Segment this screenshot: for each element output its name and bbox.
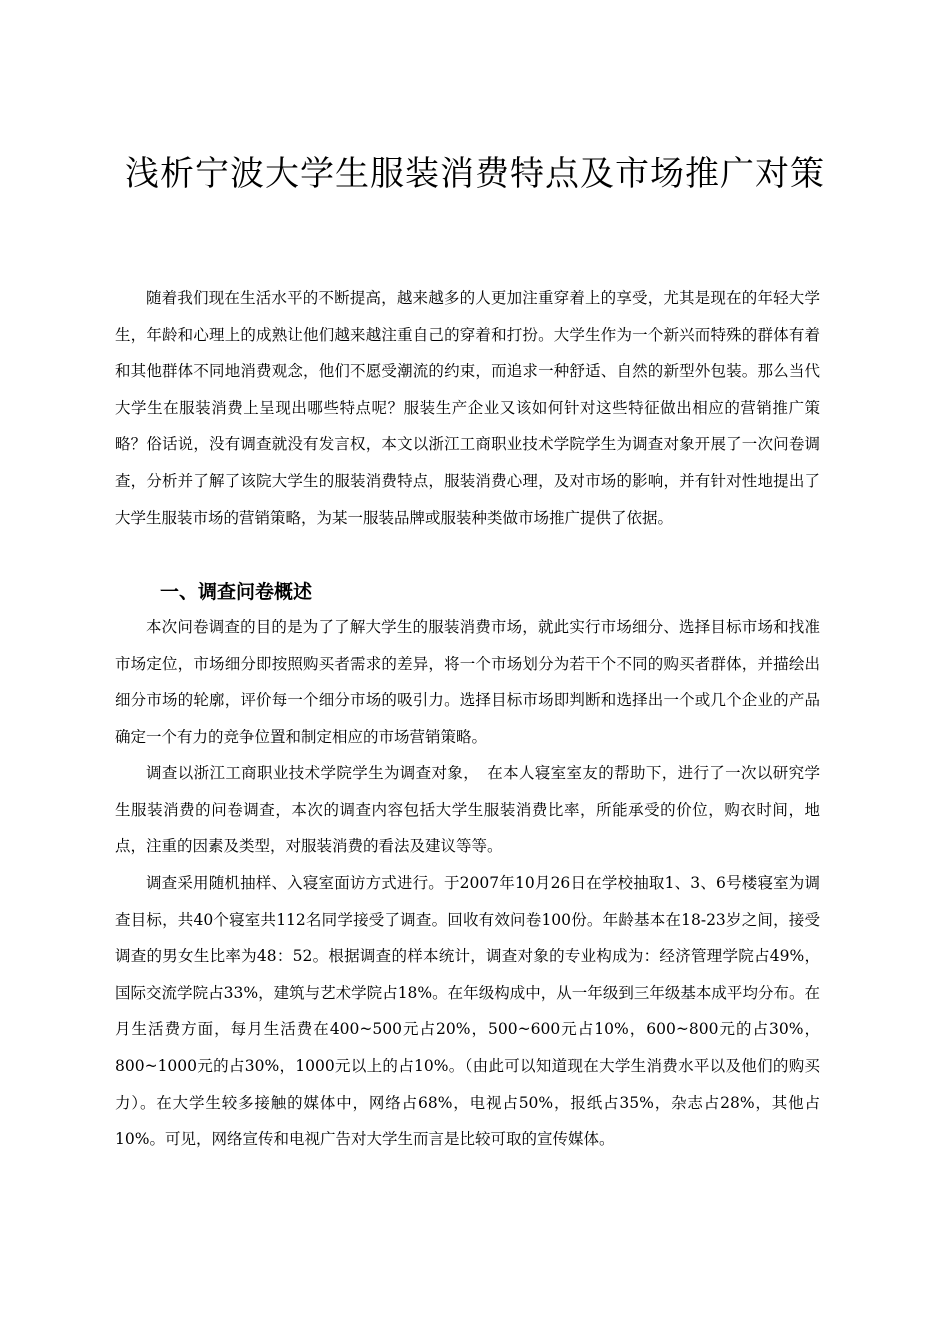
section-paragraph-purpose: 本次问卷调查的目的是为了了解大学生的服装消费市场，就此实行市场细分、选择目标市场和找准市场定位，市场细分即按照购买者需求的差异，将一个市场划分为若干个不同的购买者群体，并描绘出细分市场的轮廓，评价每一个细分市场的吸引力。选择目标市场即判断和选择出一个或几个企业的产品确定一个有力的竞争位置和制定相应的市场营销策略。 [115, 618, 820, 746]
section-heading: 一、调查问卷概述 [160, 581, 313, 603]
section-paragraph-method: 调查采用随机抽样、入寝室面访方式进行。于2007年10月26日在学校抽取1、3、6号楼寝室为调查目标，共40个寝室共112名同学接受了调查。回收有效问卷100份。年龄基本在18-23岁之间，接受调查的男女生比率为48：52。根据调查的样本统计，调查对象的专业构成为：经济管理学院占49%，国际交流学院占33%，建筑与艺术学院占18%。在年级构成中，从一年级到三年级基本成平均分布。在月生活费方面，每月生活费在400~500元占20%，500~600元占10%，600~800元的占30%，800~1000元的占30%，1000元以上的占10%。（由此可以知道现在大学生消费水平以及他们的购买力）。在大学生较多接触的媒体中，网络占68%，电视占50%，报纸占35%，杂志占28%，其他占10%。可见，网络宣传和电视广告对大学生而言是比较可取的宣传媒体。 [115, 874, 820, 1149]
intro-paragraph: 随着我们现在生活水平的不断提高，越来越多的人更加注重穿着上的享受，尤其是现在的年轻大学生，年龄和心理上的成熟让他们越来越注重自己的穿着和打扮。大学生作为一个新兴而特殊的群体有着和其他群体不同地消费观念，他们不愿受潮流的约束，而追求一种舒适、自然的新型外包装。那么当代大学生在服装消费上呈现出哪些特点呢？服装生产企业又该如何针对这些特征做出相应的营销推广策略？俗话说，没有调查就没有发言权，本文以浙江工商职业技术学院学生为调查对象开展了一次问卷调查，分析并了解了该院大学生的服装消费特点，服装消费心理，及对市场的影响，并有针对性地提出了大学生服装市场的营销策略，为某一服装品牌或服装种类做市场推广提供了依据。 [115, 289, 820, 527]
document-title: 浅析宁波大学生服装消费特点及市场推广对策 [125, 154, 825, 194]
section-paragraph-subjects: 调查以浙江工商职业技术学院学生为调查对象， 在本人寝室室友的帮助下，进行了一次以研究学生服装消费的问卷调查，本次的调查内容包括大学生服装消费比率，所能承受的价位，购衣时间，地点，注重的因素及类型，对服装消费的看法及建议等等。 [115, 764, 820, 856]
